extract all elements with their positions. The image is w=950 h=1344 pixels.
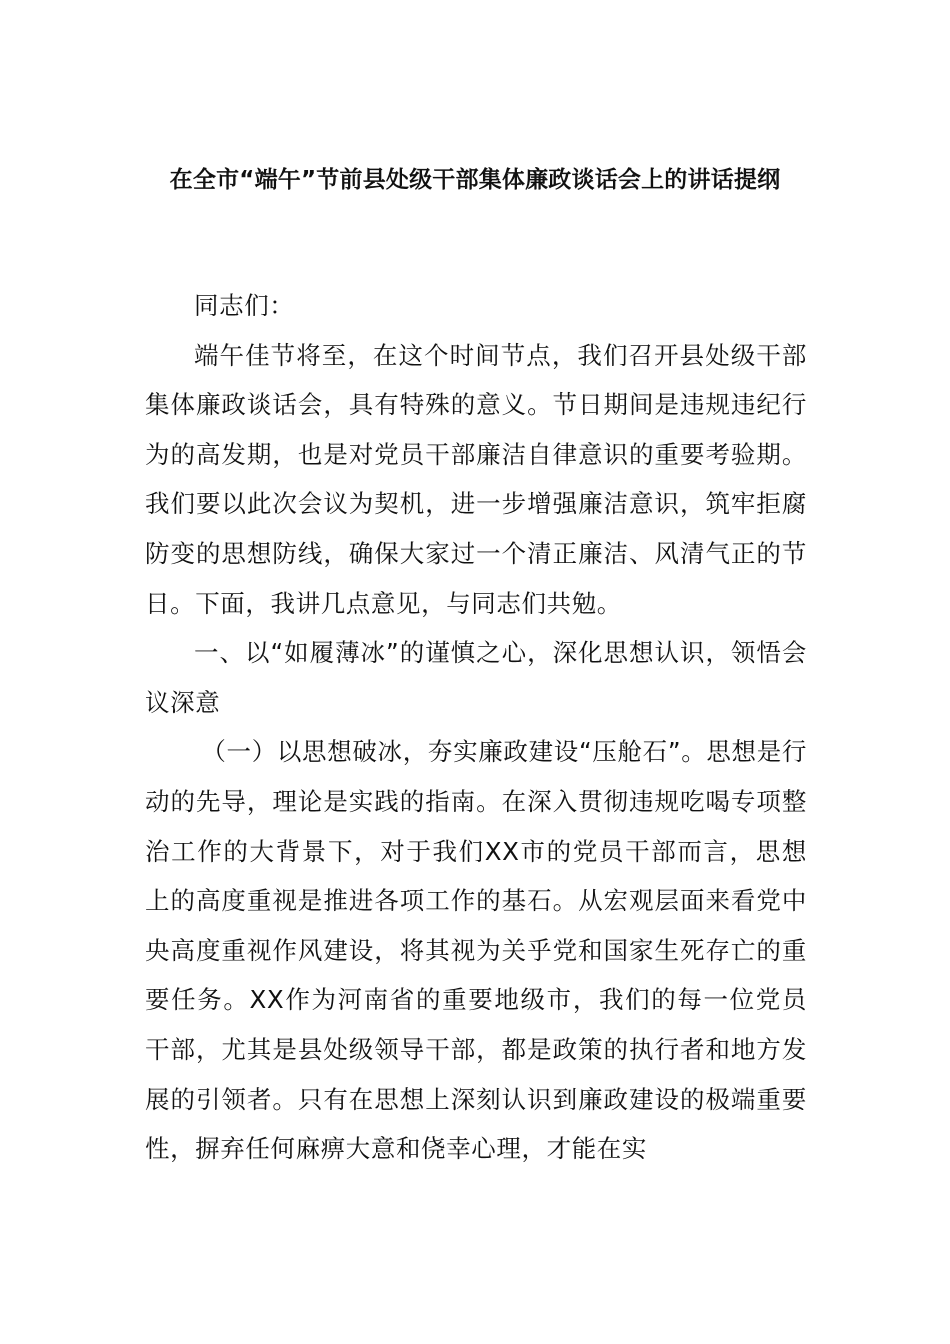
section-heading-1: 一、以“如履薄冰”的谨慎之心，深化思想认识，领悟会议深意 [145,638,807,717]
document-title: 在全市“端午”节前县处级干部集体廉政谈话会上的讲话提纲 [169,167,781,193]
intro-paragraph: 端午佳节将至，在这个时间节点，我们召开县处级干部集体廉政谈话会，具有特殊的意义。节日期间是违规违纪行为的高发期，也是对党员干部廉洁自律意识的重要考验期。我们要以此次会议为契机，进一步增强廉洁意识，筑牢拒腐防变的思想防线，确保大家过一个清正廉洁、风清气正的节日。下面，我讲几点意见，与同志们共勉。 [145,340,807,618]
document-body [145,281,807,1174]
subsection-paragraph-1: （一）以思想破冰，夯实廉政建设“压舱石”。思想是行动的先导，理论是实践的指南。在深入贯彻违规吃喝专项整治工作的大背景下，对于我们XX市的党员干部而言，思想上的高度重视是推进各项工作的基石。从宏观层面来看党中央高度重视作风建设，将其视为关乎党和国家生死存亡的重要任务。XX作为河南省的重要地级市，我们的每一位党员干部，尤其是县处级领导干部，都是政策的执行者和地方发展的引领者。只有在思想上深刻认识到廉政建设的极端重要性，摒弃任何麻痹大意和侥幸心理，才能在实 [145,737,807,1164]
salutation-paragraph: 同志们： [194,291,295,320]
